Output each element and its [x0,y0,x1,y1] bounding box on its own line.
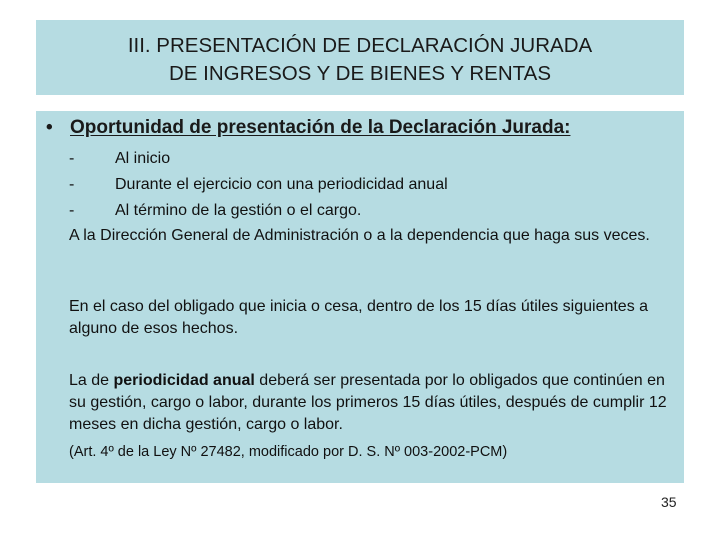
paragraph-annual-suffix: deberá ser presentada por lo obligados que continúen en su gestión, cargo o labor, durante los primeros 15 días útiles, después de cumplir 12 meses en dicha gestión, cargo o labor. [69,372,667,433]
dash-marker: - [69,202,75,219]
legal-citation: (Art. 4º de la Ley Nº 27482, modificado por D. S. Nº 003-2002-PCM) [69,444,508,460]
bullet-marker: • [46,117,53,138]
dash-marker: - [69,150,75,167]
section-heading [46,117,570,139]
list-item [69,172,448,198]
dash-marker: - [69,176,75,193]
timing-list [69,146,448,224]
content-panel [36,111,684,483]
heading-text: Oportunidad de presentación de la Declaración Jurada: [70,117,571,138]
paragraph-annual-prefix: La de [69,372,114,389]
title-line-2: DE INGRESOS Y DE BIENES Y RENTAS [168,62,552,85]
list-item-text: Durante el ejercicio con una periodicidad anual [115,176,448,193]
paragraph-annual-emphasis: periodicidad anual [113,372,255,389]
paragraph-annual [69,370,679,436]
page-number: 35 [661,494,677,510]
paragraph-submission-office: A la Dirección General de Administración o a la dependencia que haga sus veces. [69,227,650,244]
list-item-text: Al término de la gestión o el cargo. [115,202,362,219]
title-line-1: III. PRESENTACIÓN DE DECLARACIÓN JURADA [127,34,593,57]
list-item-text: Al inicio [115,150,171,167]
slide-title [36,20,684,95]
list-item [69,146,448,172]
list-item [69,198,448,224]
paragraph-start-or-end: En el caso del obligado que inicia o cesa, dentro de los 15 días útiles siguientes a alguno de esos hechos. [69,298,649,337]
